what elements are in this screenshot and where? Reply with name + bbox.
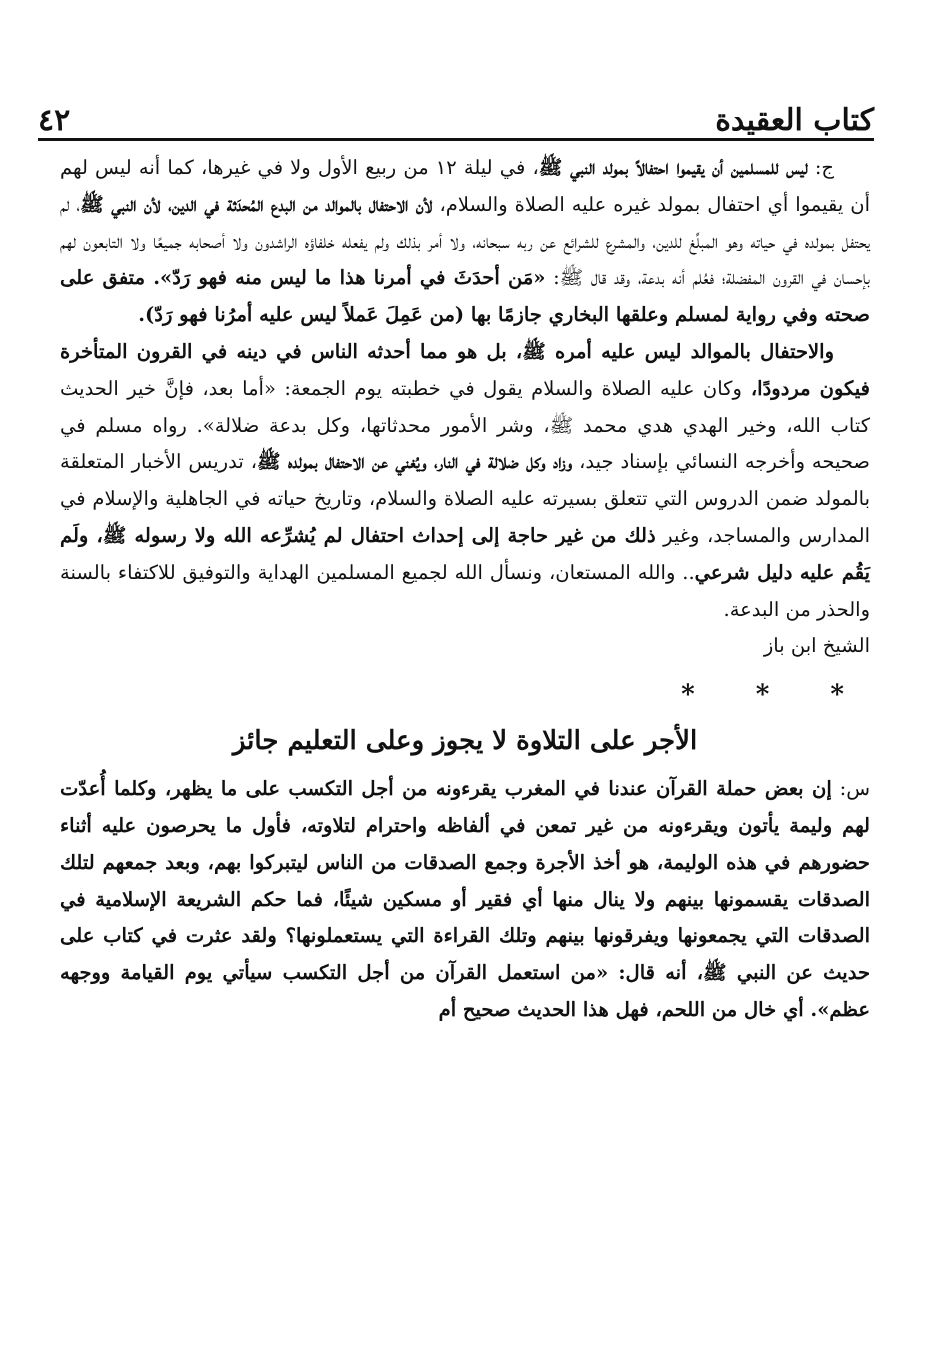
page-body <box>60 150 870 1029</box>
answer-text: ، في ليلة ١٢ من ربيع الأول ولا في غيرها، كما أنه ليس لهم أن يقيموا أي احتفال بمولد غيره عليه الصلاة والسلام، <box>60 156 870 216</box>
answer-text: رواه مسلم في صحيحه وأخرجه النسائي بإسناد جيد، <box>60 413 870 474</box>
page-header <box>38 96 874 136</box>
book-title: كتاب العقيدة <box>715 103 874 138</box>
answer-text: والاحتفال بالموالد ليس عليه أمره ﷺ، بل هو مما أحدثه الناس في دينه في القرون المتأخرة فيكون مردودًا، <box>60 339 870 400</box>
answer-paragraph-2 <box>60 334 870 628</box>
question-prefix: س: <box>831 777 870 801</box>
answer-text: وكان عليه الصلاة والسلام يقول في خطبته يوم الجمعة: «أما بعد، فإنَّ خير الحديث كتاب الله، وخير الهدي هدي محمد ﷺ، وشر الأمور محدثاتها، وكل بدعة ضلالة». <box>60 376 870 437</box>
answer-text: ذلك من غير حاجة إلى إحداث احتفال لم يُشرِّعه الله ولا رسوله ﷺ، ولَم يَقُم عليه دليل شرعي <box>60 523 870 584</box>
answer-text: ليس للمسلمين أن يقيموا احتفالاً بمولد النبي ﷺ <box>538 156 808 179</box>
answer-text: .. والله المستعان، ونسأل الله لجميع المسلمين الهداية والتوفيق للاكتفاء بالسنة والحذر من البدعة. <box>60 560 870 621</box>
section-separator: * * * <box>681 680 870 711</box>
section-title: الأجر على التلاوة لا يجوز وعلى التعليم جائز <box>232 726 698 757</box>
header-rule <box>38 138 874 141</box>
page-number: ٤٢ <box>38 103 71 138</box>
answer-paragraph-1 <box>60 150 870 334</box>
signature: الشيخ ابن باز <box>763 634 870 658</box>
answer-text: ، لم يحتفل بمولده في حياته وهو المبلِّغ للدين، والمشرع للشرائع عن ربه سبحانه، ولا أمر بذلك ولم يفعله خلفاؤه الراشدون ولا أصحابه جميعًا ولا التابعون لهم بإحسان في القرون المفضلة؛ فعُلم أنه بدعة، وقد قال ﷺ: <box>60 192 871 290</box>
question-paragraph <box>60 771 870 1029</box>
answer-prefix: ج: <box>807 156 834 179</box>
answer-text: ، تدريس الأخبار المتعلقة بالمولد ضمن الدروس التي تتعلق بسيرته عليه الصلاة والسلام، وتاريخ حياته في الجاهلية والإسلام في المدارس والمساجد، وغير <box>60 450 870 547</box>
question-text: إن بعض حملة القرآن عندنا في المغرب يقرءونه من أجل التكسب على ما يظهر، وكلما أُعدّت لهم وليمة يأتون ويقرءونه من غير تمعن في ألفاظه واحترام لتلاوته، فأول ما يحرصون عليه أثناء حضورهم في هذه الوليمة، هو أخذ الأجرة وجمع الصدقات من الناس ليتبركوا بهم، وبعد جمعهم لتلك الصدقات يقسمونها بينهم ولا ينال منها أي فقير أو مسكين شيئًا، فما حكم الشريعة الإسلامية في الصدقات التي يجمعونها ويفرقونها بينهم وتلك القراءة التي يستعملونها؟ ولقد عثرت في كتاب على حديث عن النبي ﷺ، أنه قال: «من استعمل القرآن من أجل التكسب سيأتي يوم القيامة ووجهه عظم». أي خال من اللحم، فهل هذا الحديث صحيح أم <box>60 777 871 1021</box>
hadith-quote: «مَن أحدَثَ في أمرنا هذا ما ليس منه فهو رَدّ». متفق على صحته وفي رواية لمسلم وعلقها البخاري جازمًا بها (من عَمِلَ عَملاً ليس عليه أمرُنا فهو رَدّ). <box>60 266 870 327</box>
answer-text: لأن الاحتفال بالموالد من البدع المُحدَثة في الدين، لأن النبي ﷺ <box>80 192 433 216</box>
answer-text: وزاد وكل ضلالة في النار، ويُغني عن الاحتفال بمولده ﷺ <box>256 450 573 474</box>
